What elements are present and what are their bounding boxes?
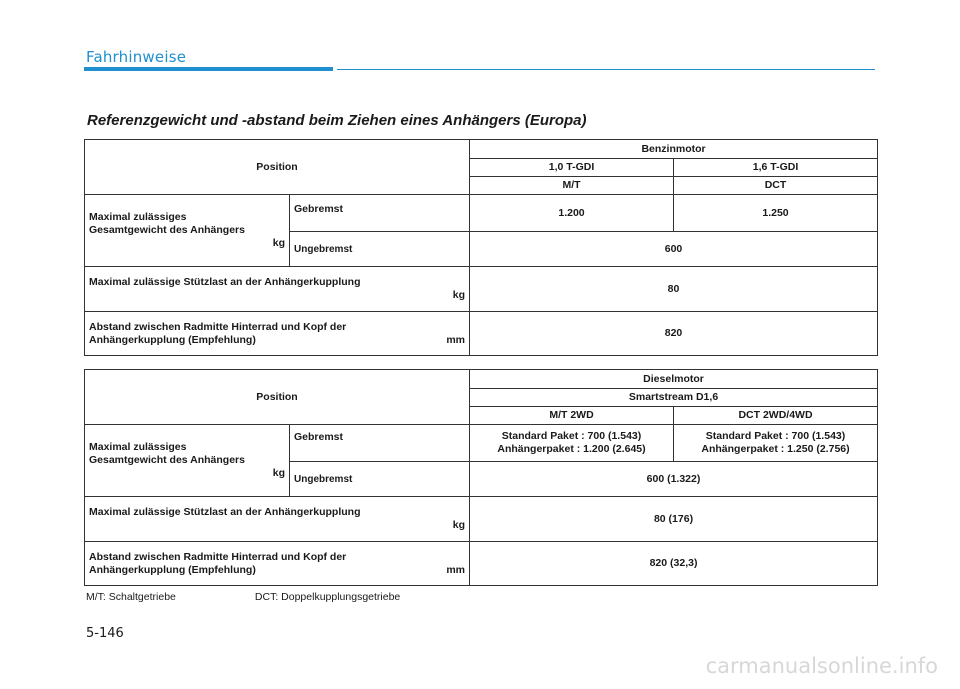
diesel-towing-table xyxy=(84,369,878,586)
unbraked-value: 600 xyxy=(470,232,878,267)
distance-value: 820 xyxy=(470,312,878,356)
page-heading: Referenzgewicht und -abstand beim Ziehen eines Anhängers (Europa) xyxy=(87,112,587,129)
transmission-header: DCT 2WD/4WD xyxy=(674,407,878,425)
footnote-dct: DCT: Doppelkupplungsgetriebe xyxy=(254,591,401,603)
noseload-label: Maximal zulässige Stützlast an der Anhängerkupplung kg xyxy=(85,267,470,312)
section-rule-thin xyxy=(337,69,875,71)
braked-label: Gebremst xyxy=(290,195,470,232)
section-rule-thick xyxy=(84,67,333,71)
position-header: Position xyxy=(85,370,470,425)
variant-header: Smartstream D1,6 xyxy=(470,389,878,407)
distance-value: 820 (32,3) xyxy=(470,542,878,586)
petrol-towing-table xyxy=(84,139,878,356)
unbraked-label: Ungebremst xyxy=(290,462,470,497)
gross-weight-label: Maximal zulässiges Gesamtgewicht des Anhängers kg xyxy=(85,425,290,497)
transmission-header: DCT xyxy=(674,177,878,195)
watermark: carmanualsonline.info xyxy=(705,654,938,678)
noseload-value: 80 (176) xyxy=(470,497,878,542)
noseload-label: Maximal zulässige Stützlast an der Anhängerkupplung kg xyxy=(85,497,470,542)
section-title: Fahrhinweise xyxy=(86,48,187,66)
distance-label: Abstand zwischen Radmitte Hinterrad und Kopf der Anhängerkupplung (Empfehlung) mm xyxy=(85,542,470,586)
braked-value: Standard Paket : 700 (1.543) Anhängerpaket : 1.200 (2.645) xyxy=(470,425,674,462)
unbraked-label: Ungebremst xyxy=(290,232,470,267)
noseload-value: 80 xyxy=(470,267,878,312)
transmission-header: M/T xyxy=(470,177,674,195)
footnote-mt: M/T: Schaltgetriebe xyxy=(86,591,176,603)
braked-label: Gebremst xyxy=(290,425,470,462)
unbraked-value: 600 (1.322) xyxy=(470,462,878,497)
position-header: Position xyxy=(85,140,470,195)
distance-label: Abstand zwischen Radmitte Hinterrad und Kopf der Anhängerkupplung (Empfehlung) mm xyxy=(85,312,470,356)
gross-weight-label: Maximal zulässiges Gesamtgewicht des Anhängers kg xyxy=(85,195,290,267)
engine-header: Benzinmotor xyxy=(470,140,878,159)
variant-header: 1,6 T-GDI xyxy=(674,159,878,177)
transmission-header: M/T 2WD xyxy=(470,407,674,425)
braked-value: 1.250 xyxy=(674,195,878,232)
braked-value: 1.200 xyxy=(470,195,674,232)
page-number: 5-146 xyxy=(86,626,124,641)
footnote xyxy=(86,591,400,603)
variant-header: 1,0 T-GDI xyxy=(470,159,674,177)
braked-value: Standard Paket : 700 (1.543) Anhängerpaket : 1.250 (2.756) xyxy=(674,425,878,462)
engine-header: Dieselmotor xyxy=(470,370,878,389)
